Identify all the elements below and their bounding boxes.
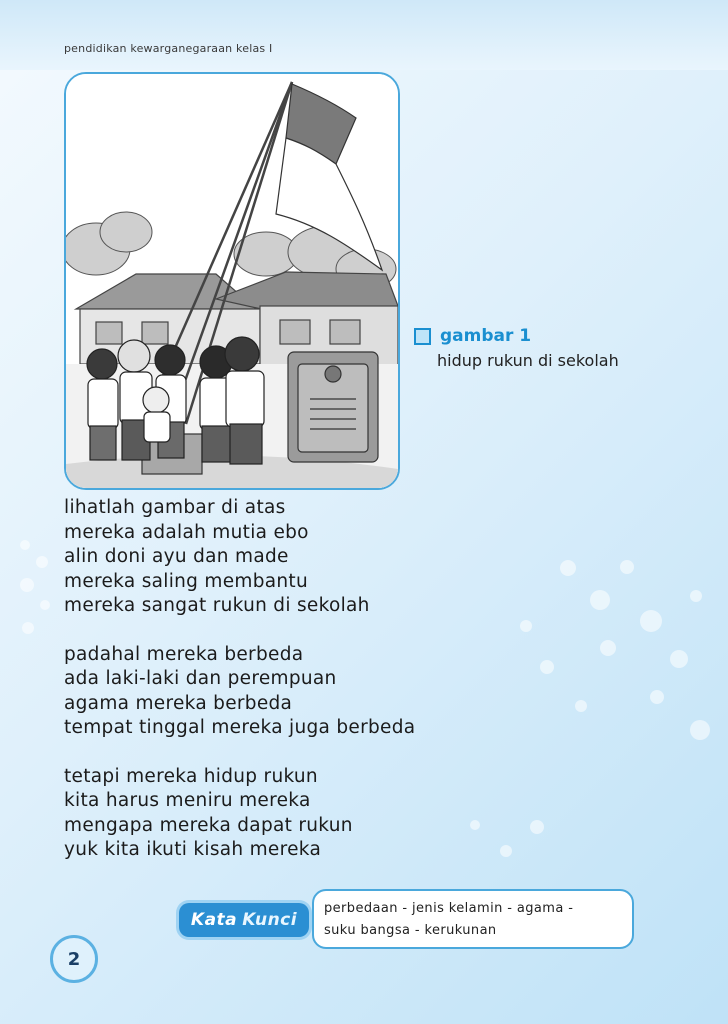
page-number: 2: [50, 935, 98, 983]
text-line: mereka adalah mutia ebo: [64, 521, 309, 543]
caption-square-icon: [414, 328, 431, 345]
kata-kunci-label-2: Kunci: [242, 910, 298, 930]
caption-title: gambar 1: [440, 326, 532, 346]
text-line: padahal mereka berbeda: [64, 643, 304, 665]
top-band: [0, 0, 728, 70]
caption-title-row: [414, 326, 619, 346]
keywords-line-1: perbedaan - jenis kelamin - agama -: [324, 901, 574, 916]
flag-raising-illustration: [66, 74, 398, 488]
text-line: tempat tinggal mereka juga berbeda: [64, 717, 416, 738]
text-line: mengapa mereka dapat rukun: [64, 814, 353, 836]
keywords-box: [312, 889, 634, 949]
paragraph-1: [64, 496, 415, 619]
kata-kunci-label-1: Kata: [190, 910, 238, 930]
paragraph-3: [64, 765, 415, 863]
text-line: mereka saling membantu: [64, 570, 309, 592]
running-header: pendidikan kewarganegaraan kelas I: [64, 42, 273, 55]
text-line: alin doni ayu dan made: [64, 546, 289, 567]
kata-kunci-badge: [179, 903, 309, 937]
figure-caption: [414, 326, 619, 370]
keywords-line-2: suku bangsa - kerukunan: [324, 923, 497, 938]
caption-subtitle: hidup rukun di sekolah: [437, 351, 619, 370]
text-line: yuk kita ikuti kisah mereka: [64, 839, 322, 860]
text-line: ada laki-laki dan perempuan: [64, 668, 337, 689]
illustration-frame: [64, 72, 400, 490]
text-line: kita harus meniru mereka: [64, 790, 311, 811]
body-text: [64, 496, 415, 887]
text-line: mereka sangat rukun di sekolah: [64, 595, 370, 616]
text-line: tetapi mereka hidup rukun: [64, 765, 318, 787]
text-line: agama mereka berbeda: [64, 692, 293, 714]
paragraph-2: [64, 643, 415, 741]
text-line: lihatlah gambar di atas: [64, 497, 286, 518]
